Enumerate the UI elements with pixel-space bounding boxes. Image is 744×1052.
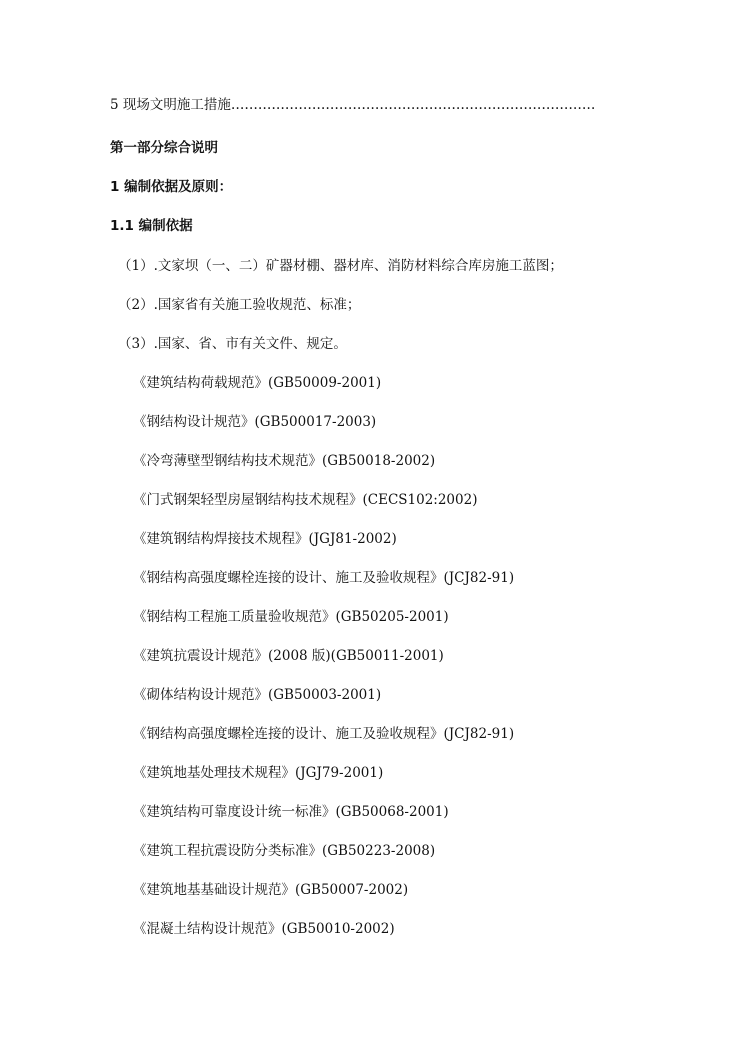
reference-item: 《钢结构高强度螺栓连接的设计、施工及验收规程》(JCJ82-91): [133, 726, 515, 742]
toc-leader-dots: ………………………………………………………………………: [230, 97, 596, 113]
reference-item: 《建筑地基基础设计规范》(GB50007-2002): [133, 882, 409, 898]
reference-item: 《建筑结构可靠度设计统一标准》(GB50068-2001): [133, 804, 449, 820]
basis-paragraph-3: （3）.国家、省、市有关文件、规定。: [118, 336, 347, 352]
reference-item: 《建筑地基处理技术规程》(JGJ79-2001): [133, 765, 384, 781]
reference-item: 《建筑结构荷载规范》(GB50009-2001): [133, 375, 382, 391]
reference-item: 《建筑抗震设计规范》(2008 版)(GB50011-2001): [133, 648, 444, 664]
toc-entry-label: 5 现场文明施工措施: [110, 97, 231, 113]
reference-item: 《门式钢架轻型房屋钢结构技术规程》(CECS102:2002): [133, 492, 478, 508]
reference-item: 《钢结构工程施工质量验收规范》(GB50205-2001): [133, 609, 449, 625]
reference-item: 《建筑工程抗震设防分类标准》(GB50223-2008): [133, 843, 436, 859]
heading-part-one: 第一部分综合说明: [110, 140, 218, 156]
basis-paragraph-1: （1）.文家坝（一、二）矿器材棚、器材库、消防材料综合库房施工蓝图；: [118, 258, 563, 274]
heading-section-1: 1 编制依据及原则：: [110, 179, 233, 195]
basis-paragraph-2: （2）.国家省有关施工验收规范、标准；: [118, 297, 361, 313]
reference-item: 《建筑钢结构焊接技术规程》(JGJ81-2002): [133, 531, 397, 547]
heading-section-1-1: 1.1 编制依据: [110, 218, 193, 234]
reference-item: 《冷弯薄壁型钢结构技术规范》(GB50018-2002): [133, 453, 436, 469]
reference-item: 《钢结构高强度螺栓连接的设计、施工及验收规程》(JCJ82-91): [133, 570, 515, 586]
reference-item: 《混凝土结构设计规范》(GB50010-2002): [133, 921, 395, 937]
reference-item: 《钢结构设计规范》(GB500017-2003): [133, 414, 377, 430]
toc-entry: [110, 97, 595, 113]
reference-item: 《砌体结构设计规范》(GB50003-2001): [133, 687, 382, 703]
